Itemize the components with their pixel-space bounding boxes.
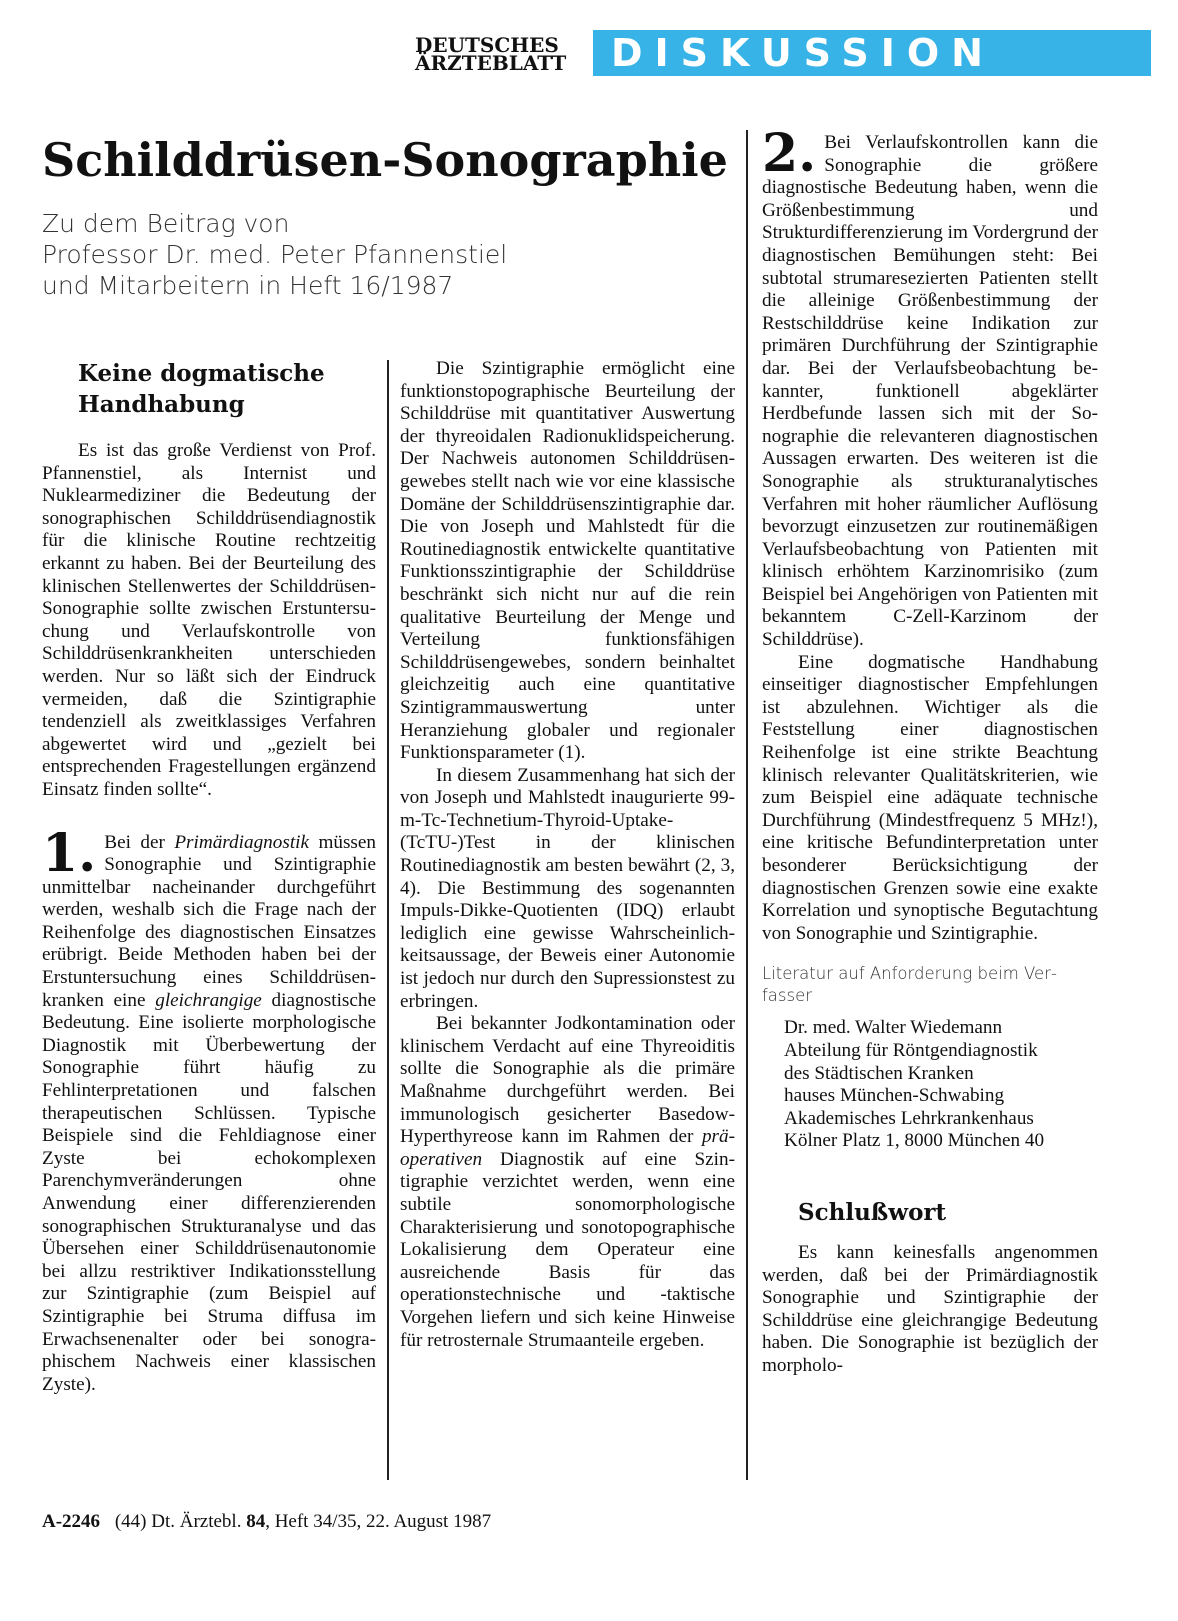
journal-logo [415,33,593,75]
author-address: Kölner Platz 1, 8000 München 40 [784,1130,1045,1152]
point-1-emphasis-1: Primärdiagnostik [174,831,309,853]
section-label: DISKUSSION [611,31,995,75]
point-number-2: 2. [762,123,817,184]
preop-text-b: Diagnostik auf eine Szintigraphie verzichtet werden, wenn eine subtile sonomorphologische Charakterisierung und sonotopographische Lokalisierung dem Operateur eine ausreichende Basis für das operationstechnische und -taktische Vorgehen liefern und sich keine Hinweise für retrosternale Strumaanteile ergeben. [400,1148,735,1351]
author-name: Dr. med. Walter Wiedemann [784,1017,1003,1039]
page-code: A-2246 [42,1511,101,1532]
column-3 [762,123,1098,1378]
letter-heading [42,358,376,420]
preop-emphasis: präoperativen [400,1126,735,1170]
page-footer [42,1511,491,1533]
subtitle-line-2: Professor Dr. med. Peter Pfannenstiel [42,240,508,269]
author-affiliation-2: des Städtischen Kranken [784,1062,974,1084]
author-block [762,1017,1098,1153]
column-divider-2 [746,130,748,1480]
point-number-1: 1. [42,822,97,884]
paragraph-intro: Es ist das große Verdienst von Prof. Pfannenstiel, als Internist und Nuklearmediziner die Bedeutung der sonographischen Schilddrüsendiagnostik für die klinische Routine rechtzeitig erkannt zu haben. Bei der Beurteilung des klinischen Stellenwertes der Schilddrüsen-Sonographie sollte zwischen Erstuntersuchung und Verlaufskontrolle von Schilddrüsenkrankheiten unterschieden werden. Nur so läßt sich der Eindruck vermeiden, daß die Szintigraphie tendenziell als zweitklassiges Verfahren abgewertet wird und „gezielt bei entsprechenden Fragestellungen ergänzend Einsatz finden sollte“. [42,440,376,800]
issue-suffix: , Heft 34/35, 22. August 1987 [265,1511,492,1532]
point-1-text-a: Bei der [104,831,175,853]
issue-prefix: (44) Dt. Ärztebl. [114,1511,242,1532]
masthead [415,28,1151,78]
point-1-text-c: diagnostische Bedeutung. Eine isolierte morphologische Diagnostik mit Überbewertung der Sonographie führt häufig zu Fehlinterpretationen und falschen therapeutischen Schlüssen. Typische Beispiele sind die Fehldiagnose einer Zyste bei echokomplexen Parenchymveränderungen ohne Anwendung einer differenzierenden sonographischen Strukturanalyse und das Übersehen einer Schilddrüsenautonomie bei allzu restriktiver Indikationsstellung zur Szintigraphie (zum Beispiel auf Szintigraphie bei Struma diffusa im Erwachsenenalter oder bei sonographischem Nachweis einer klassischen Zyste). [42,989,376,1395]
paragraph-scintigraphy: Die Szintigraphie ermöglicht eine funktionstopographische Beurteilung der Schilddrüse mit quantitativer Auswertung der thyreoidalen Radionuklidspeicherung. Der Nachweis autonomen Schilddrüsengewebes stellt nach wie vor eine klassische Domäne der Schilddrüsenszintigraphie dar. Die von Joseph und Mahlstedt für die Routinediagnostik entwickelte quantitative Funktionsszintigraphie der Schilddrüse beschränkt sich nicht nur auf die rein qualitative Beurteilung der Menge und Verteilung funktionsfähigen Schilddrüsengewebes, sondern beinhaltet gleichzeitig auch eine quantitative Szintigrammauswertung unter Heranziehung globaler und regionaler Funktionsparameter (1). [400,358,735,764]
logo-line-1: DEUTSCHES [415,33,559,57]
article-title: Schilddrüsen-Sonographie [42,133,728,187]
logo-line-2: ÄRZTEBLATT [415,51,567,75]
article-subtitle [42,208,507,301]
subtitle-line-3: und Mitarbeitern in Heft 16/1987 [42,271,454,300]
paragraph-preoperative [400,1013,735,1352]
subtitle-line-1: Zu dem Beitrag von [42,209,290,238]
author-affiliation-1: Abteilung für Röntgendiagnostik [784,1039,1038,1061]
letter-heading-line-2: Handhabung [78,391,245,418]
paragraph-reply: Es kann keinesfalls angenommen werden, daß bei der Primärdiagnostik Sonographie und Szintigraphie der Schilddrüse eine gleichrangige Bedeutung haben. Die Sonographie ist bezüglich der morpholo- [762,1241,1098,1376]
column-divider-1 [387,360,389,1480]
paragraph-point-1 [42,822,376,1397]
literature-note: Literatur auf Anforderung beim Verfasser [762,964,1057,1006]
column-2 [400,358,735,1352]
point-1-text-b: müssen Sonographie und Szintigraphie unmittelbar nacheinander durchgeführt werden, weshalb sich die Frage nach der Reihenfolge des diagnostischen Einsatzes erübrigt. Beide Methoden haben bei der Erstuntersuchung eines Schilddrüsenkranken eine [42,831,376,1011]
paragraph-point-2 [762,123,1098,652]
reply-heading: Schlußwort [798,1198,947,1226]
author-affiliation-3: hauses München-Schwabing [784,1085,1005,1107]
paragraph-dogmatic: Eine dogmatische Handhabung einseitiger diagnostischer Empfehlungen ist abzulehnen. Wichtiger als die Feststellung einer diagnostischen Reihenfolge ist eine strikte Beachtung klinisch relevanter Qualitätskriterien, wie zum Beispiel eine adäquate technische Durchführung (Mindestfrequenz 5 MHz!), eine kritische Befundinterpretation unter besonderer Berücksichtigung der diagnostischen Grenzen sowie eine exakte Korrelation und synoptische Begutachtung von Sonographie und Szintigraphie. [762,651,1098,944]
paragraph-tctu-test: In diesem Zusammenhang hat sich der von Joseph und Mahlstedt inaugurierte 99-m-Tc-Technetium-Thyroid-Uptake-(TcTU-)Test in der klinischen Routinediagnostik am besten bewährt (2, 3, 4). Die Bestimmung des sogenannten Impuls-Dikke-Quotienten (IDQ) erlaubt lediglich eine gewisse Wahrscheinlichkeitsaussage, der Beweis einer Autonomie ist jedoch nur durch den Supressionstest zu erbringen. [400,764,735,1012]
author-affiliation-4: Akademisches Lehrkrankenhaus [784,1107,1034,1129]
point-1-emphasis-2: gleichrangige [155,989,262,1011]
column-1 [42,358,376,1396]
preop-text-a: Bei bekannter Jodkontamination oder klinischem Verdacht auf eine Thyreoiditis sollte die Sonographie als die primäre Maßnahme durchgeführt werden. Bei immunologisch gesicherter Basedow-Hyperthyreose kann im Rahmen der [400,1013,735,1148]
letter-heading-line-1: Keine dogmatische [78,360,325,387]
section-banner [593,30,1151,76]
volume-number: 84 [246,1511,266,1532]
point-2-text: Bei Verlaufskontrollen kann die Sonographie die größere diagnostische Bedeutung haben, wenn die Größenbestimmung und Strukturdifferenzierung im Vordergrund der diagnostischen Bemühungen steht: Bei subtotal strumaresezierten Patienten stellt die alleinige Größenbestimmung der Restschilddrüse keine Indikation zur primären Durchführung der Szintigraphie dar. Bei der Verlaufsbeobachtung bekannter, funktionell abgeklärter Herdbefunde lassen sich mit der Sonographie die relevanteren diagnostischen Aussagen erwarten. Des weiteren ist die Sonographie als strukturanalytisches Verfahren mit hoher räumlicher Auflösung bevorzugt einzusetzen zur routinemäßigen Verlaufsbeobachtung von Patienten mit klinisch erhöhtem Karzinomrisiko (zum Beispiel bei Angehörigen von Patienten mit bekanntem C-Zell-Karzinom der Schilddrüse). [762,132,1098,651]
